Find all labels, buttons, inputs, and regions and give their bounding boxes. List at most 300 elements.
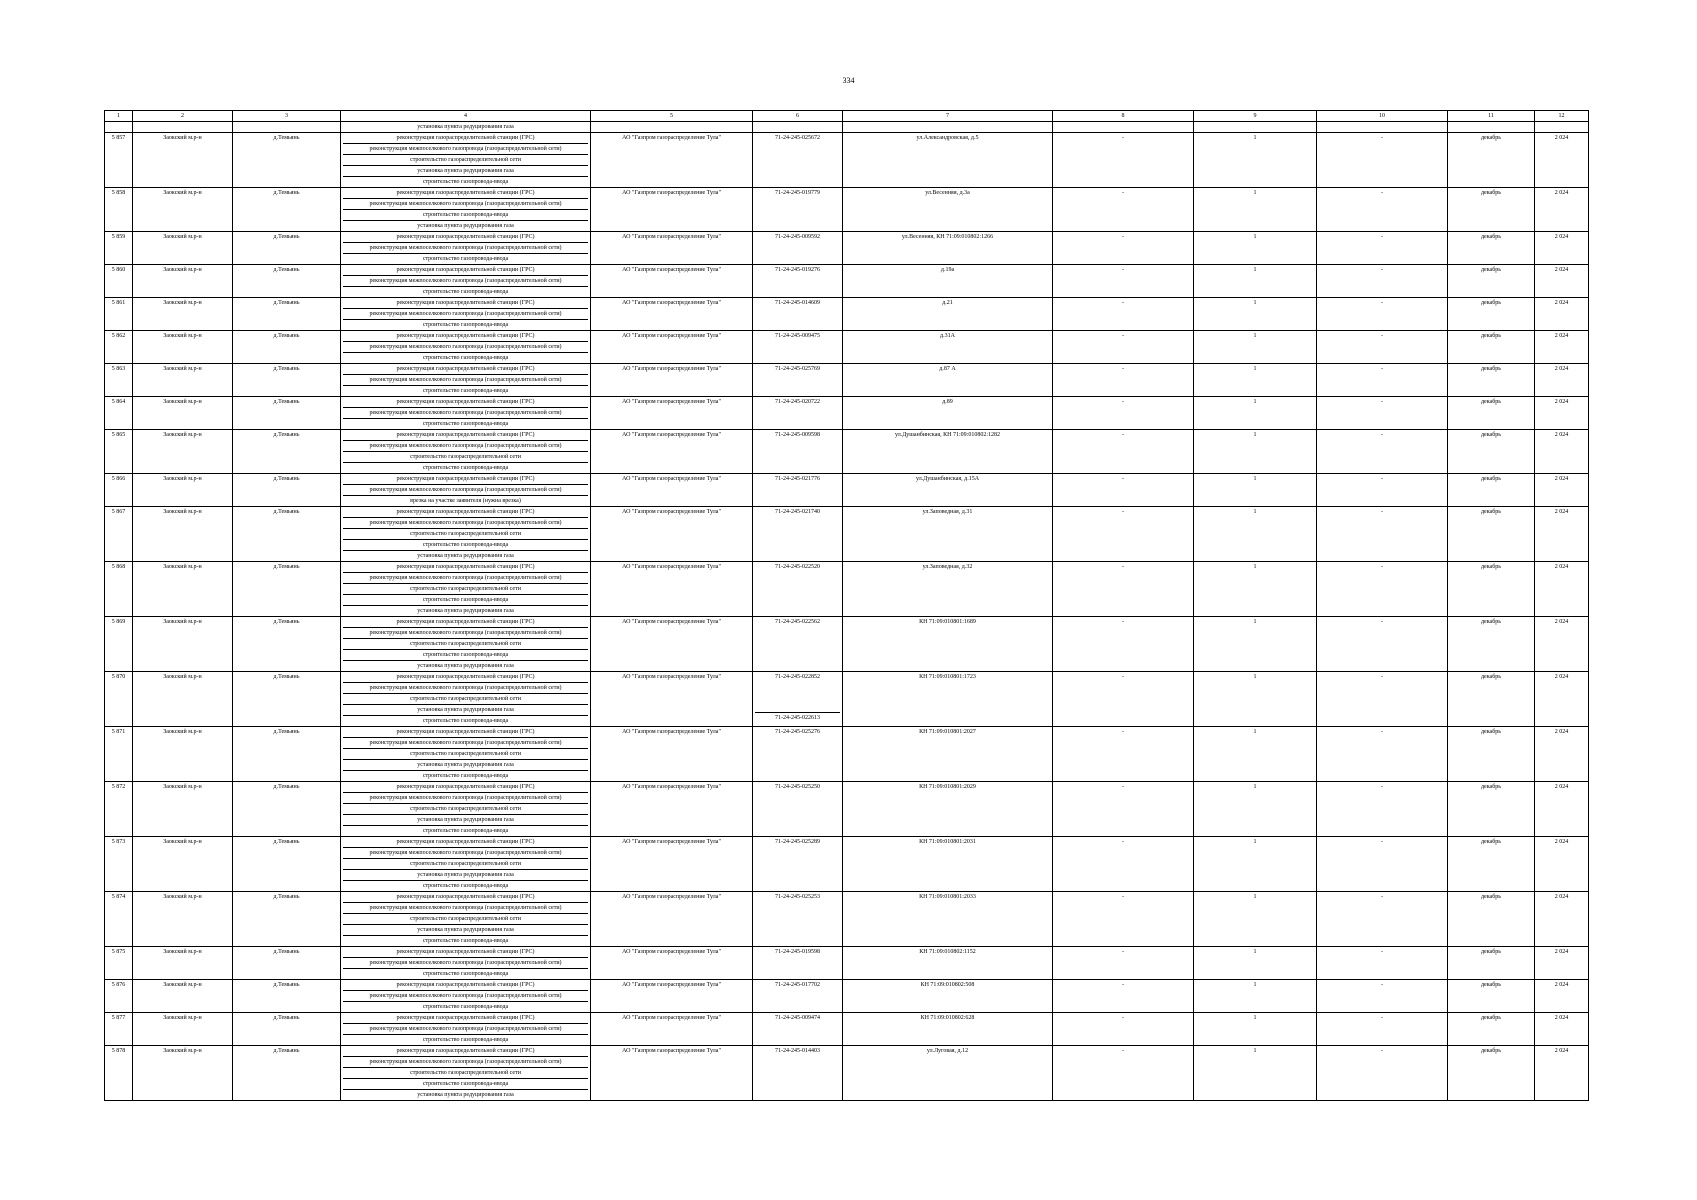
row-number: 5 860 (105, 265, 133, 298)
code-cell (753, 188, 843, 232)
work-item: строительство газораспределительной сети (343, 858, 588, 869)
month-cell: декабрь (1448, 617, 1535, 672)
code-cell (753, 331, 843, 364)
address-cell: ул.Александровская, д.5 (843, 133, 1053, 188)
code-cell (753, 562, 843, 617)
works-cell (341, 1046, 591, 1101)
row-number: 5 874 (105, 892, 133, 947)
works-cell (341, 727, 591, 782)
works-cell (341, 474, 591, 507)
organization-cell: АО "Газпром газораспределение Тула" (591, 782, 753, 837)
locality-cell: д.Темьянь (233, 430, 341, 474)
month-cell: декабрь (1448, 232, 1535, 265)
work-item: строительство газопровода-ввода (343, 352, 588, 363)
col10-cell: - (1317, 617, 1448, 672)
work-item: реконструкция газораспределительной станции (ГРС) (396, 333, 535, 339)
work-item: реконструкция газораспределительной станции (ГРС) (396, 190, 535, 196)
col-header: 8 (1053, 111, 1194, 122)
col10-cell: - (1317, 265, 1448, 298)
application-code: 71-24-245-025769 (775, 366, 820, 372)
locality-cell: д.Темьянь (233, 672, 341, 727)
work-item: установка пункта редуцирования газа (343, 660, 588, 671)
col10-cell: - (1317, 562, 1448, 617)
district-cell: Заокский м.р-н (133, 298, 233, 331)
works-cell (341, 980, 591, 1013)
organization-cell: АО "Газпром газораспределение Тула" (591, 672, 753, 727)
locality-cell: д.Темьянь (233, 364, 341, 397)
work-item: реконструкция межпоселкового газопровода (газораспределительной сети) (343, 517, 588, 528)
row-number: 5 877 (105, 1013, 133, 1046)
col10-cell: - (1317, 298, 1448, 331)
row-number: 5 863 (105, 364, 133, 397)
works-cell (341, 837, 591, 892)
month-cell: декабрь (1448, 837, 1535, 892)
district-cell: Заокский м.р-н (133, 1046, 233, 1101)
col9-cell: 1 (1194, 430, 1317, 474)
work-item: реконструкция газораспределительной станции (ГРС) (396, 784, 535, 790)
col8-cell: - (1053, 331, 1194, 364)
works-cell (341, 430, 591, 474)
application-code: 71-24-245-025276 (775, 729, 820, 735)
work-item: строительство газопровода-ввода (343, 968, 588, 979)
code-cell (753, 364, 843, 397)
work-item: установка пункта редуцирования газа (417, 124, 514, 130)
work-item: реконструкция газораспределительной станции (ГРС) (396, 267, 535, 273)
works-cell (341, 892, 591, 947)
application-code: 71-24-245-019598 (775, 949, 820, 955)
application-code: 71-24-245-009474 (775, 1015, 820, 1021)
month-cell: декабрь (1448, 1046, 1535, 1101)
application-code: 71-24-245-025253 (775, 894, 820, 900)
work-item: строительство газопровода-ввода (343, 418, 588, 429)
col10-cell: - (1317, 1046, 1448, 1101)
work-item: реконструкция газораспределительной станции (ГРС) (396, 839, 535, 845)
organization-cell: АО "Газпром газораспределение Тула" (591, 892, 753, 947)
address-cell: КН 71:09:010801:2029 (843, 782, 1053, 837)
col-header: 1 (105, 111, 133, 122)
organization-cell: АО "Газпром газораспределение Тула" (591, 331, 753, 364)
locality-cell: д.Темьянь (233, 1046, 341, 1101)
work-item: строительство газопровода-ввода (343, 209, 588, 220)
work-item: реконструкция газораспределительной станции (ГРС) (396, 729, 535, 735)
works-cell (341, 298, 591, 331)
locality-cell: д.Темьянь (233, 947, 341, 980)
address-cell: ул.Душанбинская, д.15А (843, 474, 1053, 507)
application-code: 71-24-245-017702 (775, 982, 820, 988)
organization-cell: АО "Газпром газораспределение Тула" (591, 1046, 753, 1101)
work-item: реконструкция межпоселкового газопровода (газораспределительной сети) (343, 143, 588, 154)
district-cell: Заокский м.р-н (133, 331, 233, 364)
year-cell: 2 024 (1535, 397, 1589, 430)
year-cell: 2 024 (1535, 265, 1589, 298)
district-cell: Заокский м.р-н (133, 562, 233, 617)
code-cell (753, 474, 843, 507)
locality-cell: д.Темьянь (233, 397, 341, 430)
application-code: 71-24-245-022562 (775, 619, 820, 625)
row-number: 5 870 (105, 672, 133, 727)
works-cell (341, 331, 591, 364)
table-row (105, 474, 1589, 507)
col-header: 11 (1448, 111, 1535, 122)
locality-cell: д.Темьянь (233, 474, 341, 507)
row-number: 5 862 (105, 331, 133, 364)
year-cell: 2 024 (1535, 232, 1589, 265)
col10-cell: - (1317, 331, 1448, 364)
month-cell: декабрь (1448, 265, 1535, 298)
district-cell: Заокский м.р-н (133, 507, 233, 562)
month-cell: декабрь (1448, 364, 1535, 397)
row-number: 5 857 (105, 133, 133, 188)
col8-cell: - (1053, 980, 1194, 1013)
locality-cell: д.Темьянь (233, 617, 341, 672)
col8-cell: - (1053, 727, 1194, 782)
organization-cell: АО "Газпром газораспределение Тула" (591, 980, 753, 1013)
works-cell (341, 188, 591, 232)
col10-cell: - (1317, 188, 1448, 232)
district-cell: Заокский м.р-н (133, 892, 233, 947)
col9-cell: 1 (1194, 298, 1317, 331)
work-item: строительство газопровода-ввода (343, 385, 588, 396)
application-code: 71-24-245-014403 (775, 1048, 820, 1054)
col8-cell: - (1053, 562, 1194, 617)
col8-cell: - (1053, 474, 1194, 507)
month-cell: декабрь (1448, 397, 1535, 430)
work-item: реконструкция межпоселкового газопровода (газораспределительной сети) (343, 627, 588, 638)
work-item: реконструкция межпоселкового газопровода (газораспределительной сети) (343, 847, 588, 858)
col9-cell: 1 (1194, 188, 1317, 232)
col8-cell: - (1053, 430, 1194, 474)
address-cell: д.31А (843, 331, 1053, 364)
col9-cell: 1 (1194, 837, 1317, 892)
year-cell: 2 024 (1535, 672, 1589, 727)
work-item: строительство газопровода-ввода (343, 539, 588, 550)
address-cell: д.19а (843, 265, 1053, 298)
address-cell: КН 71:09:010801:1723 (843, 672, 1053, 727)
work-item: установка пункта редуцирования газа (343, 220, 588, 231)
table-row (105, 782, 1589, 837)
col9-cell: 1 (1194, 474, 1317, 507)
work-item: реконструкция газораспределительной станции (ГРС) (396, 982, 535, 988)
work-item: установка пункта редуцирования газа (343, 550, 588, 561)
year-cell: 2 024 (1535, 562, 1589, 617)
work-item: реконструкция газораспределительной станции (ГРС) (396, 234, 535, 240)
register-table (104, 110, 1589, 1101)
code-cell (753, 727, 843, 782)
month-cell: декабрь (1448, 1013, 1535, 1046)
district-cell: Заокский м.р-н (133, 727, 233, 782)
organization-cell: АО "Газпром газораспределение Тула" (591, 837, 753, 892)
table-row (105, 298, 1589, 331)
row-number: 5 871 (105, 727, 133, 782)
col-header: 12 (1535, 111, 1589, 122)
locality-cell: д.Темьянь (233, 892, 341, 947)
table-row (105, 617, 1589, 672)
work-item: реконструкция газораспределительной станции (ГРС) (396, 949, 535, 955)
table-row (105, 397, 1589, 430)
col10-cell: - (1317, 782, 1448, 837)
district-cell: Заокский м.р-н (133, 837, 233, 892)
application-code: 71-24-245-022520 (775, 564, 820, 570)
year-cell: 2 024 (1535, 331, 1589, 364)
work-item: строительство газопровода-ввода (343, 1078, 588, 1089)
year-cell: 2 024 (1535, 837, 1589, 892)
application-code: 71-24-245-019276 (775, 267, 820, 273)
locality-cell: д.Темьянь (233, 562, 341, 617)
col-header: 6 (753, 111, 843, 122)
page-number: 334 (842, 76, 855, 85)
address-cell: д.89 (843, 397, 1053, 430)
col8-cell: - (1053, 133, 1194, 188)
work-item: строительство газораспределительной сети (343, 154, 588, 165)
col-header: 2 (133, 111, 233, 122)
work-item: строительство газопровода-ввода (343, 253, 588, 264)
work-item: реконструкция газораспределительной станции (ГРС) (396, 619, 535, 625)
work-item: строительство газопровода-ввода (343, 286, 588, 297)
organization-cell: АО "Газпром газораспределение Тула" (591, 1013, 753, 1046)
col8-cell: - (1053, 782, 1194, 837)
work-item: установка пункта редуцирования газа (343, 605, 588, 616)
organization-cell: АО "Газпром газораспределение Тула" (591, 727, 753, 782)
table-row (105, 672, 1589, 727)
locality-cell: д.Темьянь (233, 837, 341, 892)
col9-cell: 1 (1194, 364, 1317, 397)
col10-cell: - (1317, 672, 1448, 727)
work-item: реконструкция газораспределительной станции (ГРС) (396, 1048, 535, 1054)
work-item: строительство газопровода-ввода (343, 715, 588, 726)
month-cell: декабрь (1448, 133, 1535, 188)
table-row (105, 133, 1589, 188)
organization-cell: АО "Газпром газораспределение Тула" (591, 188, 753, 232)
year-cell: 2 024 (1535, 617, 1589, 672)
table-row (105, 980, 1589, 1013)
locality-cell: д.Темьянь (233, 1013, 341, 1046)
address-cell: ул.Заповедная, д.32 (843, 562, 1053, 617)
row-number: 5 878 (105, 1046, 133, 1101)
col10-cell: - (1317, 133, 1448, 188)
address-cell: ул.Весенняя, д.3а (843, 188, 1053, 232)
work-item: установка пункта редуцирования газа (343, 704, 588, 715)
district-cell: Заокский м.р-н (133, 672, 233, 727)
locality-cell: д.Темьянь (233, 782, 341, 837)
work-item: строительство газопровода-ввода (343, 462, 588, 473)
district-cell: Заокский м.р-н (133, 133, 233, 188)
address-cell: КН 71:09:010802:508 (843, 980, 1053, 1013)
col10-cell: - (1317, 430, 1448, 474)
year-cell: 2 024 (1535, 947, 1589, 980)
district-cell: Заокский м.р-н (133, 397, 233, 430)
work-item: строительство газораспределительной сети (343, 693, 588, 704)
col-header: 3 (233, 111, 341, 122)
district-cell: Заокский м.р-н (133, 782, 233, 837)
year-cell: 2 024 (1535, 430, 1589, 474)
address-cell: КН 71:09:010801:2031 (843, 837, 1053, 892)
col8-cell: - (1053, 298, 1194, 331)
work-item: реконструкция межпоселкового газопровода (газораспределительной сети) (343, 1056, 588, 1067)
work-item: строительство газораспределительной сети (343, 451, 588, 462)
table-row (105, 562, 1589, 617)
work-item: реконструкция межпоселкового газопровода (газораспределительной сети) (343, 275, 588, 286)
application-code: 71-24-245-022613 (755, 712, 840, 723)
row-number: 5 867 (105, 507, 133, 562)
locality-cell: д.Темьянь (233, 232, 341, 265)
address-cell: ул.Заповедная, д.31 (843, 507, 1053, 562)
work-item: реконструкция газораспределительной станции (ГРС) (396, 509, 535, 515)
works-cell (341, 1013, 591, 1046)
code-cell (753, 617, 843, 672)
col8-cell: - (1053, 1013, 1194, 1046)
district-cell: Заокский м.р-н (133, 617, 233, 672)
work-item: реконструкция межпоселкового газопровода (газораспределительной сети) (343, 484, 588, 495)
work-item: строительство газопровода-ввода (343, 594, 588, 605)
col10-cell: - (1317, 947, 1448, 980)
work-item: реконструкция газораспределительной станции (ГРС) (396, 476, 535, 482)
work-item: реконструкция газораспределительной станции (ГРС) (396, 674, 535, 680)
application-code: 71-24-245-025289 (775, 839, 820, 845)
district-cell: Заокский м.р-н (133, 430, 233, 474)
works-cell (341, 562, 591, 617)
works-cell (341, 617, 591, 672)
code-cell (753, 430, 843, 474)
code-cell (753, 265, 843, 298)
work-item: строительство газораспределительной сети (343, 803, 588, 814)
year-cell: 2 024 (1535, 188, 1589, 232)
code-cell (753, 1013, 843, 1046)
month-cell: декабрь (1448, 188, 1535, 232)
work-item: реконструкция межпоселкового газопровода (газораспределительной сети) (343, 341, 588, 352)
table-row (105, 1046, 1589, 1101)
address-cell: ул.Весенняя, КН 71:09:010802:1266 (843, 232, 1053, 265)
table-row (105, 188, 1589, 232)
work-item: реконструкция межпоселкового газопровода (газораспределительной сети) (343, 374, 588, 385)
row-number: 5 864 (105, 397, 133, 430)
address-cell: ул.Луговая, д.12 (843, 1046, 1053, 1101)
application-code: 71-24-245-009598 (775, 432, 820, 438)
year-cell: 2 024 (1535, 1013, 1589, 1046)
table-row (105, 331, 1589, 364)
col10-cell: - (1317, 837, 1448, 892)
year-cell: 2 024 (1535, 727, 1589, 782)
code-cell (753, 232, 843, 265)
code-cell (753, 837, 843, 892)
work-item: строительство газопровода-ввода (343, 880, 588, 891)
works-cell (341, 364, 591, 397)
col10-cell: - (1317, 232, 1448, 265)
organization-cell: АО "Газпром газораспределение Тула" (591, 947, 753, 980)
col9-cell: 1 (1194, 133, 1317, 188)
work-item: реконструкция газораспределительной станции (ГРС) (396, 300, 535, 306)
locality-cell: д.Темьянь (233, 727, 341, 782)
col8-cell: - (1053, 364, 1194, 397)
col9-cell: 1 (1194, 617, 1317, 672)
col9-cell: 1 (1194, 265, 1317, 298)
col-header: 4 (341, 111, 591, 122)
col9-cell: 1 (1194, 562, 1317, 617)
works-cell (341, 133, 591, 188)
year-cell: 2 024 (1535, 1046, 1589, 1101)
year-cell: 2 024 (1535, 474, 1589, 507)
locality-cell: д.Темьянь (233, 298, 341, 331)
row-number: 5 868 (105, 562, 133, 617)
work-item: реконструкция межпоселкового газопровода (газораспределительной сети) (343, 902, 588, 913)
code-cell (753, 892, 843, 947)
work-item: реконструкция межпоселкового газопровода (газораспределительной сети) (343, 572, 588, 583)
organization-cell: АО "Газпром газораспределение Тула" (591, 617, 753, 672)
work-item: строительство газопровода-ввода (343, 649, 588, 660)
locality-cell: д.Темьянь (233, 980, 341, 1013)
district-cell: Заокский м.р-н (133, 1013, 233, 1046)
work-item: реконструкция межпоселкового газопровода (газораспределительной сети) (343, 957, 588, 968)
locality-cell: д.Темьянь (233, 188, 341, 232)
locality-cell: д.Темьянь (233, 507, 341, 562)
work-item: реконструкция межпоселкового газопровода (газораспределительной сети) (343, 792, 588, 803)
work-item: строительство газораспределительной сети (343, 1067, 588, 1078)
work-item: реконструкция газораспределительной станции (ГРС) (396, 564, 535, 570)
table-row (105, 1013, 1589, 1046)
work-item: реконструкция межпоселкового газопровода (газораспределительной сети) (343, 242, 588, 253)
month-cell: декабрь (1448, 430, 1535, 474)
row-number: 5 873 (105, 837, 133, 892)
code-cell (753, 397, 843, 430)
district-cell: Заокский м.р-н (133, 474, 233, 507)
organization-cell: АО "Газпром газораспределение Тула" (591, 265, 753, 298)
col10-cell: - (1317, 397, 1448, 430)
address-cell: КН 71:09:010801:2027 (843, 727, 1053, 782)
work-item: установка пункта редуцирования газа (343, 759, 588, 770)
work-item: строительство газораспределительной сети (343, 638, 588, 649)
work-item: установка пункта редуцирования газа (343, 924, 588, 935)
code-cell (753, 672, 843, 727)
work-item: строительство газопровода-ввода (343, 319, 588, 330)
organization-cell: АО "Газпром газораспределение Тула" (591, 298, 753, 331)
district-cell: Заокский м.р-н (133, 265, 233, 298)
work-item: установка пункта редуцирования газа (343, 1089, 588, 1100)
locality-cell: д.Темьянь (233, 265, 341, 298)
col9-cell: 1 (1194, 672, 1317, 727)
address-cell: КН 71:09:010802:1152 (843, 947, 1053, 980)
col9-cell: 1 (1194, 727, 1317, 782)
work-item: реконструкция межпоселкового газопровода (газораспределительной сети) (343, 440, 588, 451)
application-code: 71-24-245-025672 (775, 135, 820, 141)
code-cell (753, 133, 843, 188)
month-cell: декабрь (1448, 892, 1535, 947)
row-number: 5 876 (105, 980, 133, 1013)
row-number: 5 875 (105, 947, 133, 980)
work-item: реконструкция газораспределительной станции (ГРС) (396, 135, 535, 141)
year-cell: 2 024 (1535, 892, 1589, 947)
table-row (105, 507, 1589, 562)
work-item: реконструкция межпоселкового газопровода (газораспределительной сети) (343, 682, 588, 693)
month-cell: декабрь (1448, 507, 1535, 562)
month-cell: декабрь (1448, 980, 1535, 1013)
month-cell: декабрь (1448, 474, 1535, 507)
col9-cell: 1 (1194, 892, 1317, 947)
work-item: строительство газораспределительной сети (343, 913, 588, 924)
col8-cell: - (1053, 397, 1194, 430)
application-code: 71-24-245-019779 (775, 190, 820, 196)
district-cell: Заокский м.р-н (133, 188, 233, 232)
table-row (105, 364, 1589, 397)
work-item: строительство газопровода-ввода (343, 1001, 588, 1012)
code-cell (753, 507, 843, 562)
table-row (105, 947, 1589, 980)
col8-cell: - (1053, 837, 1194, 892)
work-item: строительство газопровода-ввода (343, 825, 588, 836)
work-item: реконструкция межпоселкового газопровода (газораспределительной сети) (343, 198, 588, 209)
col8-cell: - (1053, 188, 1194, 232)
code-cell (753, 782, 843, 837)
address-cell: д.87 А (843, 364, 1053, 397)
table-row (105, 430, 1589, 474)
